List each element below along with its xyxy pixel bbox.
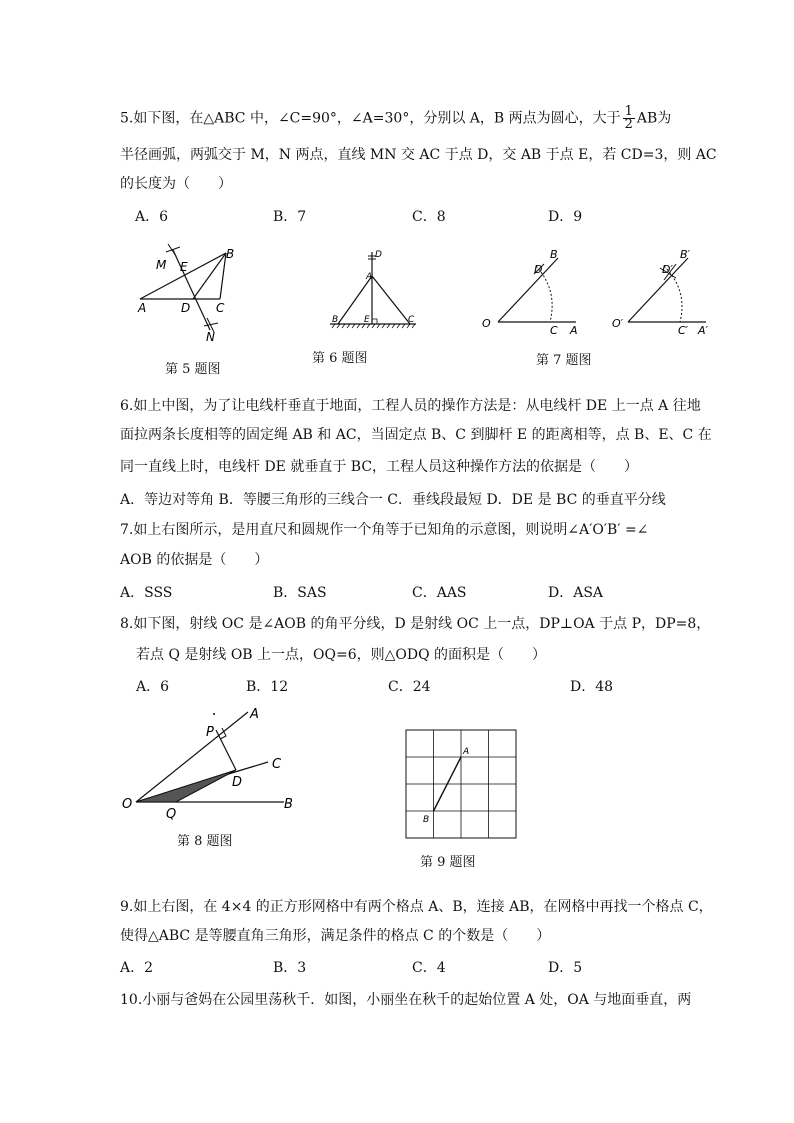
- q9-line2: 使得△ABC 是等腰直角三角形，满足条件的格点 C 的个数是（ ）: [120, 928, 551, 944]
- fig5-label-n: N: [206, 330, 215, 343]
- fig7-label-c-prime: C′: [678, 324, 689, 336]
- q6-line2: 面拉两条长度相等的固定绳 AB 和 AC，当固定点 B、C 到脚杆 E 的距离相等，点 B、E、C 在: [120, 427, 712, 443]
- fig9-label-b: B: [423, 815, 430, 825]
- q5-line2: 半径画弧，两弧交于 M，N 两点，直线 MN 交 AC 于点 D，交 AB 于点 E，若 CD=3，则 AC: [120, 147, 717, 163]
- q5-option-c: C．8: [412, 209, 446, 225]
- q9-option-b: B．3: [273, 960, 307, 976]
- fig7-label-d-prime: D′: [662, 263, 673, 276]
- q9-option-a: A．2: [120, 960, 154, 976]
- q7-option-c: C．AAS: [412, 585, 467, 601]
- fig8-label-d: D: [232, 775, 243, 790]
- q5-text: 5.如下图，在△ABC 中，∠C=90°，∠A=30°，分别以 A，B 两点为圆心，大于: [120, 110, 621, 127]
- q6-line3: 同一直线上时，电线杆 DE 就垂直于 BC，工程人员这种操作方法的依据是（ ）: [120, 459, 639, 475]
- q5-fraction: $\frac{1}{2}$: [624, 104, 633, 132]
- q8-option-c: C．24: [388, 679, 431, 695]
- figure-5: [130, 238, 245, 343]
- figure-7: [478, 246, 718, 336]
- fig8-label-q: Q: [166, 807, 177, 822]
- q9-line1: 9.如上右图，在 4×4 的正方形网格中有两个格点 A、B，连接 AB，在网格中再找一个格点 C，: [120, 899, 713, 915]
- fig8-label-o: O: [122, 797, 133, 812]
- fig5-label-c: C: [216, 301, 225, 315]
- fig7-label-d: D: [534, 263, 543, 276]
- fig7-label-b: B: [550, 248, 558, 261]
- fig8-label-b: B: [284, 797, 293, 812]
- fig7-label-o-prime: O′: [612, 317, 624, 330]
- fig5-label-d: D: [181, 301, 191, 315]
- q8-option-a: A．6: [136, 679, 170, 695]
- fig7-caption: 第 7 题图: [536, 353, 592, 368]
- q9-option-c: C．4: [412, 960, 446, 976]
- q7-option-a: A．SSS: [120, 585, 173, 601]
- fig5-label-b: B: [226, 247, 235, 261]
- q5-option-b: B．7: [273, 209, 307, 225]
- q6-options: A．等边对等角 B．等腰三角形的三线合一 C．垂线段最短 D．DE 是 BC 的垂直平分线: [120, 492, 666, 508]
- fig8-caption: 第 8 题图: [177, 834, 233, 849]
- q5-option-d: D．9: [548, 209, 583, 225]
- figure-9: [402, 726, 522, 842]
- figure-6: [322, 246, 422, 336]
- q10-line1: 10.小丽与爸妈在公园里荡秋千．如图，小丽坐在秋千的起始位置 A 处，OA 与地面垂直，两: [120, 992, 692, 1008]
- fig8-label-c: C: [272, 757, 282, 772]
- fig7-label-a-prime: A′: [698, 324, 709, 336]
- q8-option-d: D．48: [570, 679, 614, 695]
- fig8-label-p: P: [206, 725, 214, 740]
- fig9-label-a: A: [463, 747, 470, 757]
- q5-frac-tail: AB为: [636, 110, 672, 127]
- q7-option-d: D．ASA: [548, 585, 604, 601]
- fig8-label-a: A: [250, 707, 259, 722]
- fig5-label-m: M: [156, 258, 167, 272]
- q7-line2: AOB 的依据是（ ）: [120, 552, 269, 568]
- q9-option-d: D．5: [548, 960, 583, 976]
- fig7-label-c: C: [550, 324, 558, 336]
- q7-line1: 7.如上右图所示，是用直尺和圆规作一个角等于已知角的示意图，则说明∠A′O′B′ =∠: [120, 522, 649, 538]
- q6-line1: 6.如上中图，为了让电线杆垂直于地面，工程人员的操作方法是：从电线杆 DE 上一点 A 往地: [120, 398, 701, 414]
- q8-line2: 若点 Q 是射线 OB 上一点，OQ=6，则△ODQ 的面积是（ ）: [136, 647, 547, 663]
- q8-option-b: B．12: [246, 679, 289, 695]
- fig7-label-b-prime: B′: [680, 248, 691, 261]
- q7-option-b: B．SAS: [273, 585, 327, 601]
- fig7-label-a: A: [570, 324, 578, 336]
- fig5-label-a: A: [138, 301, 147, 315]
- fig6-label-c: C: [408, 315, 415, 325]
- fig6-label-b: B: [332, 315, 339, 325]
- q5-line3: 的长度为（ ）: [120, 176, 232, 192]
- fig7-label-o: O: [482, 317, 491, 330]
- fig6-label-d: D: [375, 250, 382, 260]
- q8-line1: 8.如下图，射线 OC 是∠AOB 的角平分线，D 是射线 OC 上一点，DP⊥OA 于点 P，DP=8，: [120, 616, 711, 632]
- fig6-caption: 第 6 题图: [312, 351, 368, 366]
- fig6-label-e: E: [364, 315, 370, 325]
- fig9-caption: 第 9 题图: [420, 855, 476, 870]
- fig5-caption: 第 5 题图: [165, 362, 221, 377]
- q5-line1: [120, 106, 671, 131]
- figure-8: [118, 700, 308, 825]
- fig6-label-a: A: [366, 272, 373, 282]
- fig5-label-e: E: [180, 260, 188, 274]
- q5-option-a: A．6: [135, 209, 169, 225]
